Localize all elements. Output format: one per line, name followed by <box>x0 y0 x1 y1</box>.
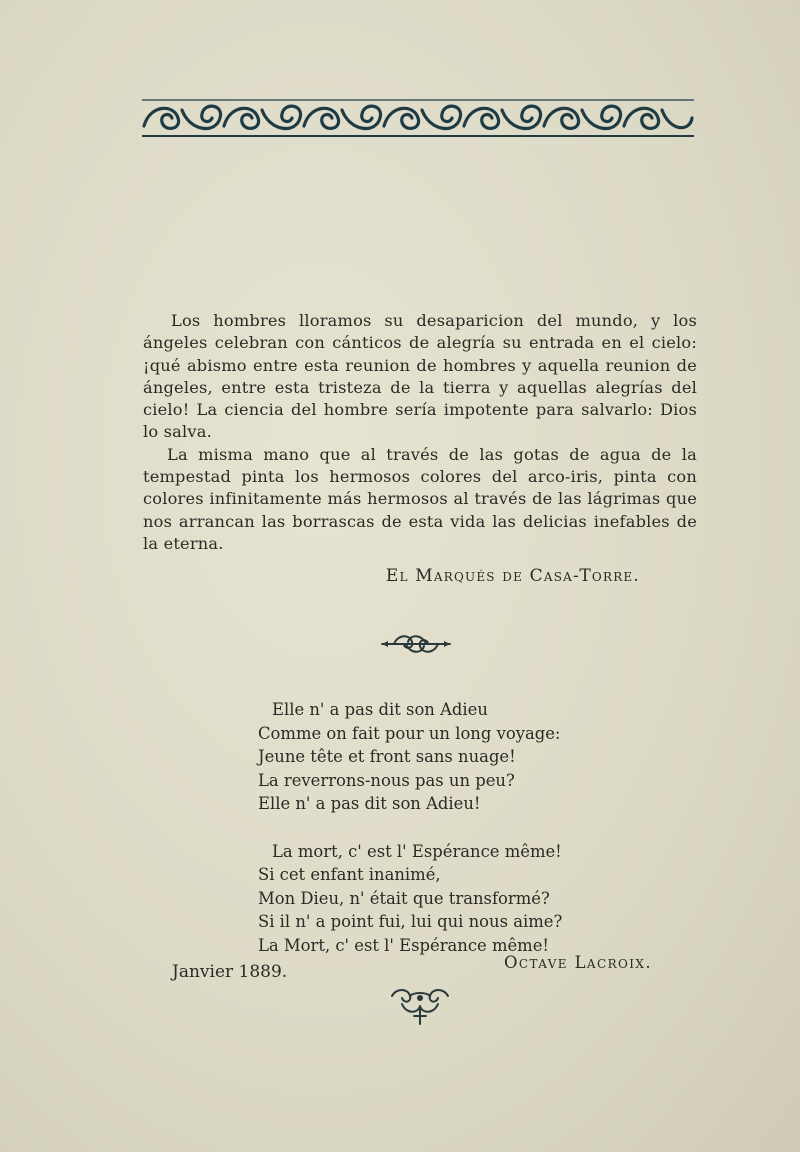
prose-body <box>143 310 697 555</box>
fleuron-divider-icon <box>376 630 456 658</box>
date: Janvier 1889. <box>172 962 288 982</box>
poem-line: La reverrons-nous pas un peu? <box>258 770 515 790</box>
poem <box>258 698 578 981</box>
poem-line: La mort, c' est l' Espérance même! <box>272 841 562 861</box>
poem-stanza-1 <box>258 698 578 816</box>
signature: El Marqués de Casa-Torre. <box>385 566 640 586</box>
poem-line: Si il n' a point fui, lui qui nous aime? <box>258 912 563 931</box>
prose-paragraph-2: La misma mano que al través de las gotas de agua de la tempestad pinta los hermosos colores del arco-iris, pinta con colores infinitamente más hermosos al través de las lágrimas que nos arrancan las borrascas de esta vida las delicias inefables de la eterna. <box>143 444 697 553</box>
author-signature: Octave Lacroix. <box>503 953 652 972</box>
poem-line: Comme on fait pour un long voyage: <box>258 723 561 743</box>
prose-paragraph-1: Los hombres lloramos su desaparicion del mundo, y los ángeles celebran con cánticos de alegría su entrada en el cielo: ¡qué abismo entre esta reunion de hombres y aquella reunion de ángeles, entre esta tristeza de la tierra y aquellas alegrías del cielo! La ciencia del hombre sería impotente para salvarlo: Dios lo salva. <box>143 311 697 442</box>
poem-line: Jeune tête et front sans nuage! <box>258 747 516 766</box>
poem-line: Mon Dieu, n' était que transformé? <box>258 888 550 908</box>
poem-line: Si cet enfant inanimé, <box>258 865 441 884</box>
poem-line: Elle n' a pas dit son Adieu! <box>258 794 481 813</box>
poem-stanza-2 <box>258 840 578 958</box>
tailpiece-fleuron-icon <box>388 986 452 1026</box>
poem-line: La Mort, c' est l' Espérance même! <box>258 935 550 955</box>
scroll-ornament-band-icon <box>140 96 696 140</box>
poem-line: Elle n' a pas dit son Adieu <box>272 700 488 719</box>
